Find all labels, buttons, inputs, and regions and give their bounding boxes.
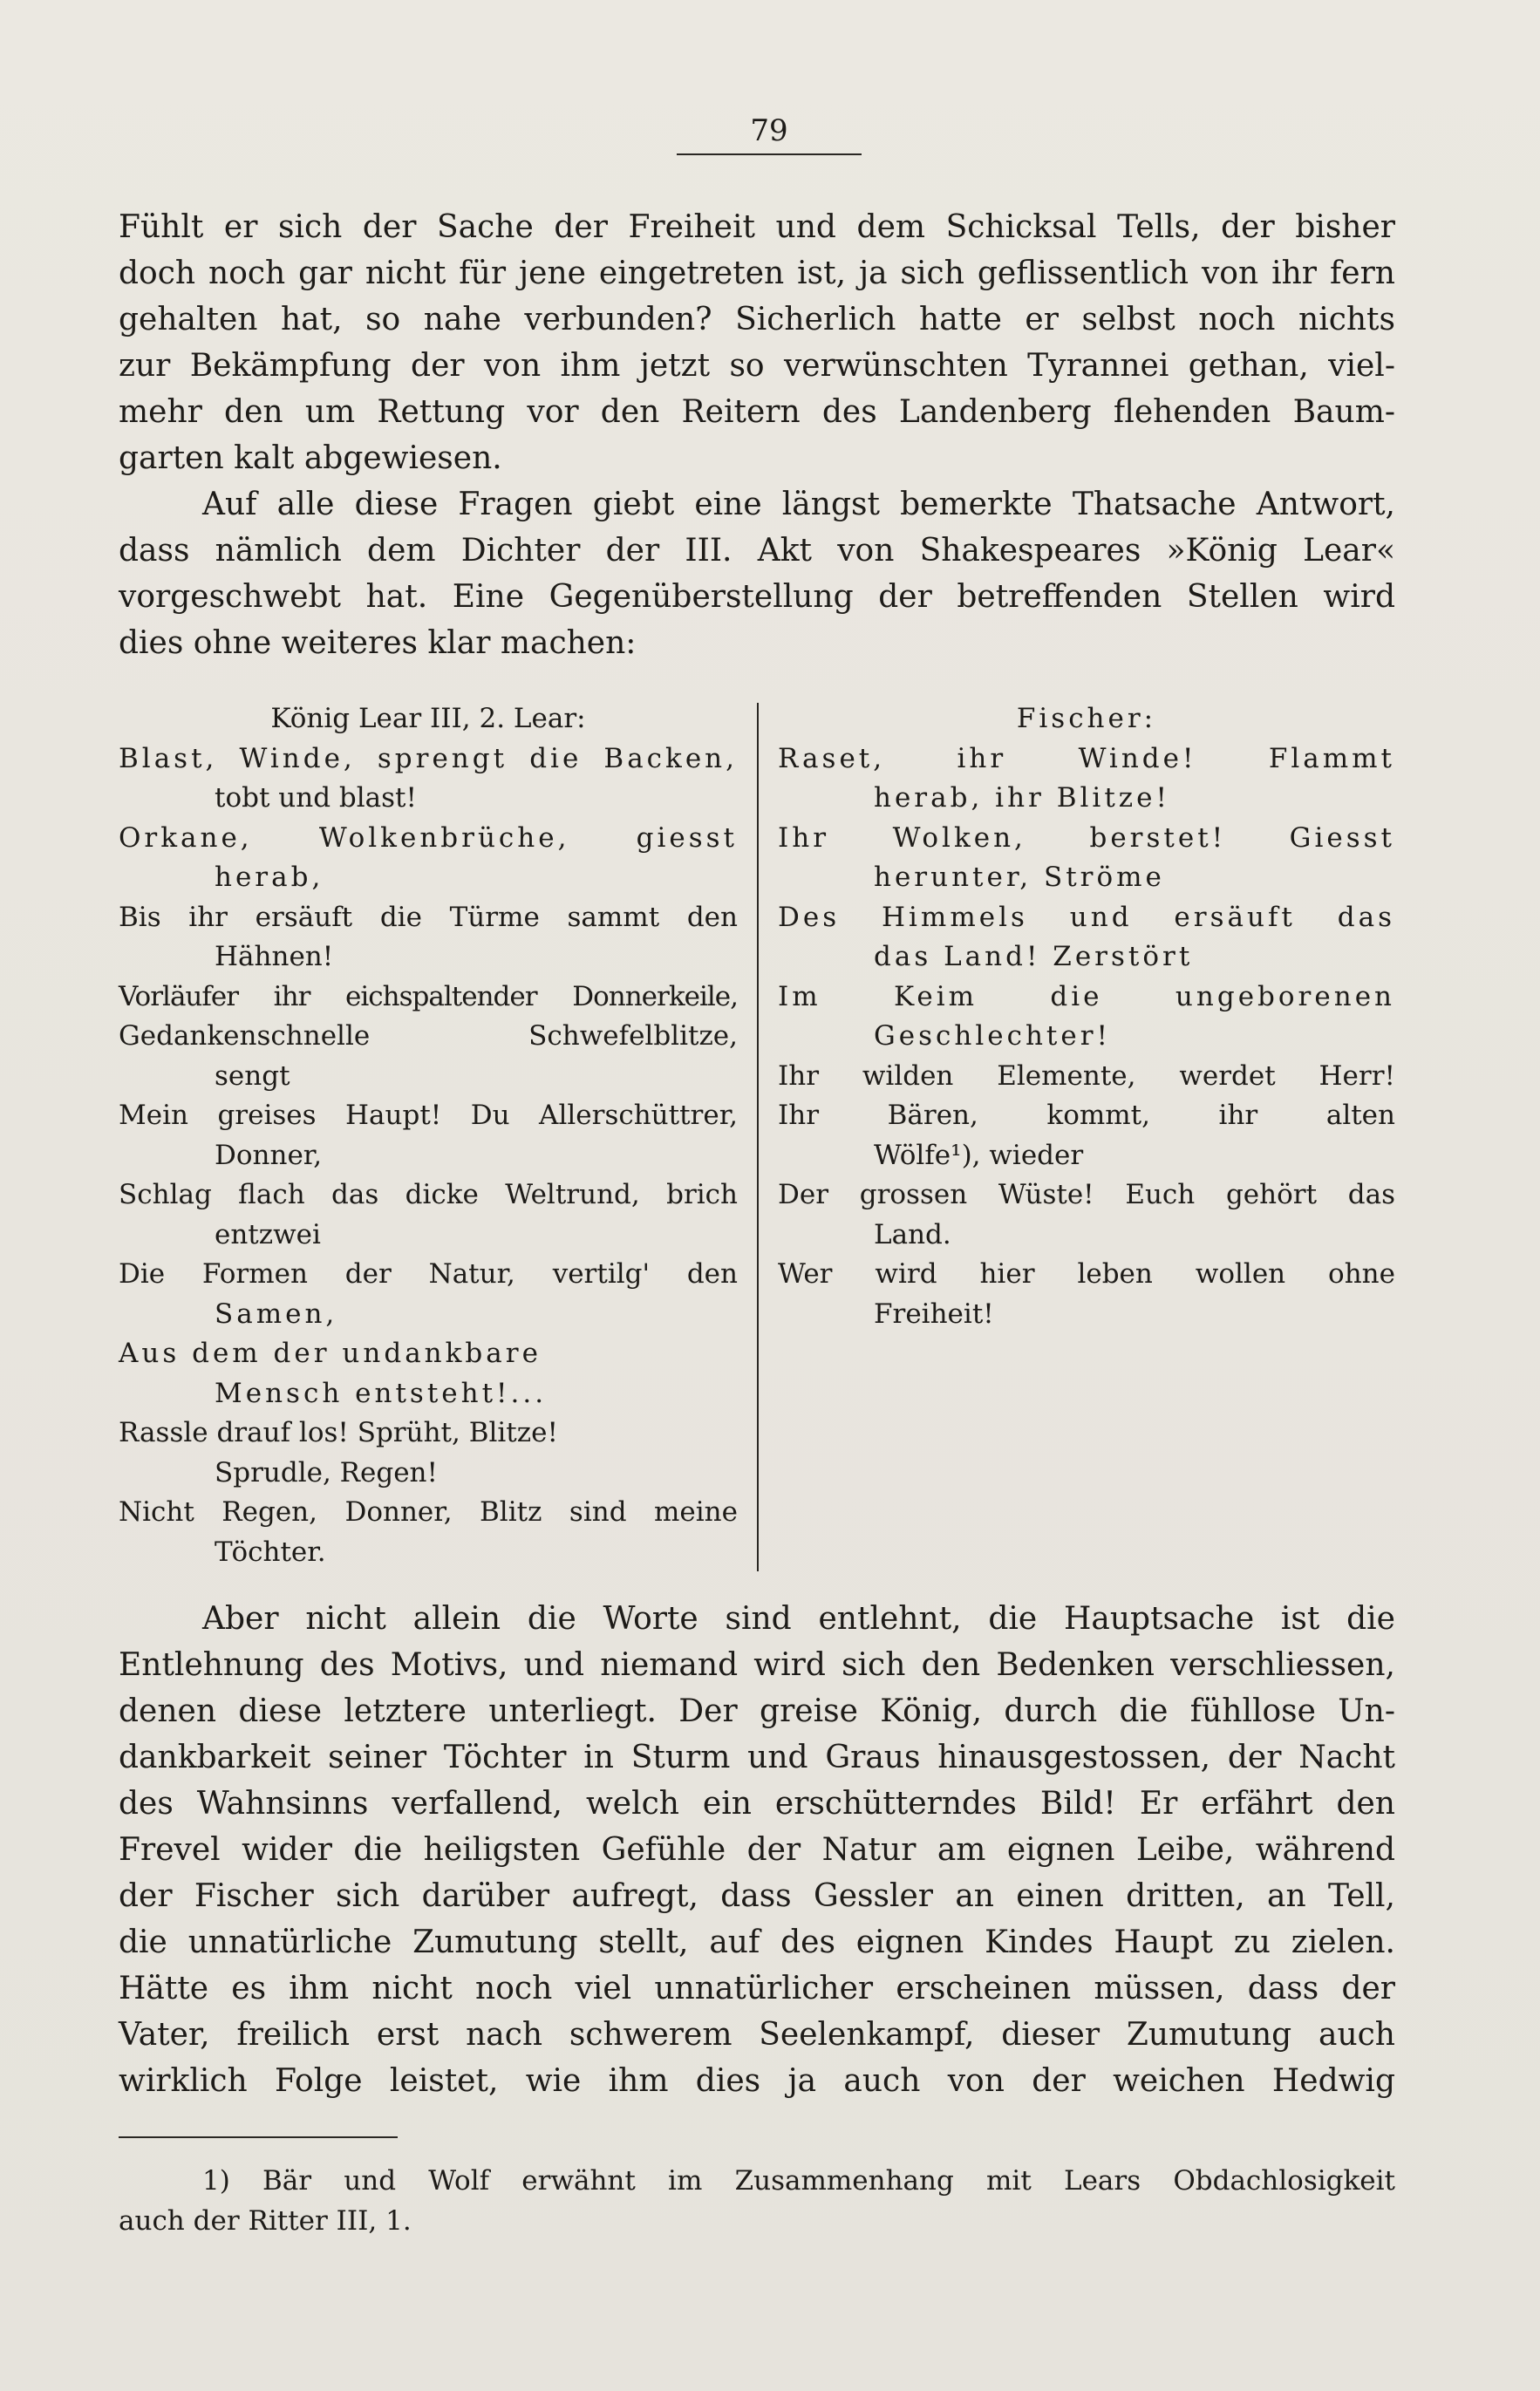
verse-line: Des Himmels und ersäuft das bbox=[778, 901, 1395, 933]
text-line: zur Bekämpfung der von ihm jetzt so verwünschten Tyrannei gethan, viel- bbox=[119, 348, 1395, 384]
text-line: Hätte es ihm nicht noch viel unnatürlicher erscheinen müssen, dass der bbox=[119, 1971, 1395, 2006]
text-line: die unnatürliche Zumutung stellt, auf des eignen Kindes Haupt zu zielen. bbox=[119, 1924, 1395, 1960]
verse-line: Blast, Winde, sprengt die Backen, bbox=[119, 742, 738, 774]
verse-line: Nicht Regen, Donner, Blitz sind meine bbox=[119, 1496, 738, 1528]
fischer-column bbox=[778, 699, 1395, 1334]
verse-line: Ihr Wolken, berstet! Giesst bbox=[778, 821, 1395, 854]
text-line: vorgeschwebt hat. Eine Gegenüberstellung der betreffenden Stellen wird bbox=[119, 579, 1395, 615]
text-line: dies ohne weiteres klar machen: bbox=[119, 625, 637, 661]
text-line: doch noch gar nicht für jene eingetreten ist, ja sich geflissentlich von ihr fern bbox=[119, 255, 1395, 291]
verse-line: Geschlechter! bbox=[874, 1020, 1112, 1052]
text-line: Frevel wider die heiligsten Gefühle der Natur am eignen Leibe, während bbox=[119, 1832, 1395, 1868]
text-line: garten kalt abgewiesen. bbox=[119, 440, 502, 476]
verse-line: Donner, bbox=[215, 1139, 323, 1171]
verse-line: Im Keim die ungeborenen bbox=[778, 980, 1395, 1012]
verse-line: Gedankenschnelle Schwefelblitze, bbox=[119, 1020, 738, 1052]
closing-paragraph bbox=[119, 1596, 1395, 2104]
verse-line: das Land! Zerstört bbox=[874, 941, 1194, 972]
text-line: dankbarkeit seiner Töchter in Sturm und Graus hinausgestossen, der Nacht bbox=[119, 1740, 1395, 1775]
text-line: Fühlt er sich der Sache der Freiheit und dem Schicksal Tells, der bisher bbox=[119, 209, 1395, 245]
footnote bbox=[119, 2161, 1395, 2241]
verse-line: entzwei bbox=[215, 1218, 321, 1250]
lear-heading: König Lear III, 2. Lear: bbox=[270, 703, 586, 734]
verse-line: Aus dem der undankbare bbox=[119, 1338, 542, 1369]
verse-line: Freiheit! bbox=[874, 1298, 994, 1330]
verse-line: Mein greises Haupt! Du Allerschüttrer, bbox=[119, 1100, 738, 1131]
verse-line: Die Formen der Natur, vertilg' den bbox=[119, 1258, 738, 1290]
verse-line: Vorläufer ihr eichspaltender Donnerkeile, bbox=[119, 980, 738, 1012]
verse-line: Hähnen! bbox=[215, 941, 334, 972]
page-number: 79 bbox=[750, 113, 788, 148]
text-line: Vater, freilich erst nach schwerem Seelenkampf, dieser Zumutung auch bbox=[119, 2017, 1395, 2053]
verse-line: Rassle drauf los! Sprüht, Blitze! bbox=[119, 1417, 558, 1448]
footnote-line: 1) Bär und Wolf erwähnt im Zusammenhang mit Lears Obdachlosigkeit bbox=[202, 2165, 1395, 2197]
verse-line: Ihr Bären, kommt, ihr alten bbox=[778, 1100, 1395, 1131]
verse-line: Töchter. bbox=[215, 1536, 326, 1568]
verse-line: Raset, ihr Winde! Flammt bbox=[778, 742, 1395, 774]
column-divider bbox=[757, 703, 759, 1571]
footnote-line: auch der Ritter III, 1. bbox=[119, 2205, 412, 2237]
text-line: mehr den um Rettung vor den Reitern des Landenberg flehenden Baum- bbox=[119, 394, 1395, 430]
verse-line: Land. bbox=[874, 1218, 951, 1250]
verse-line: herab, bbox=[215, 862, 324, 893]
verse-line: herab, ihr Blitze! bbox=[874, 782, 1170, 814]
verse-comparison bbox=[119, 699, 1395, 1580]
fischer-heading: Fischer: bbox=[1016, 703, 1157, 734]
text-line: gehalten hat, so nahe verbunden? Sicherlich hatte er selbst noch nichts bbox=[119, 302, 1395, 337]
verse-line: Sprudle, Regen! bbox=[215, 1456, 438, 1488]
verse-line: tobt und blast! bbox=[215, 782, 417, 814]
verse-line: Ihr wilden Elemente, werdet Herr! bbox=[778, 1059, 1395, 1092]
text-line: Aber nicht allein die Worte sind entlehnt, die Hauptsache ist die bbox=[202, 1601, 1395, 1637]
text-line: Auf alle diese Fragen giebt eine längst bemerkte Thatsache Antwort, bbox=[202, 487, 1395, 522]
text-line: des Wahnsinns verfallend, welch ein erschütterndes Bild! Er erfährt den bbox=[119, 1786, 1395, 1822]
verse-line: Der grossen Wüste! Euch gehört das bbox=[778, 1179, 1395, 1210]
verse-line: Schlag flach das dicke Weltrund, brich bbox=[119, 1179, 738, 1210]
footnote-rule bbox=[119, 2136, 398, 2138]
opening-paragraphs bbox=[119, 204, 1395, 666]
text-line: der Fischer sich darüber aufregt, dass Gessler an einen dritten, an Tell, bbox=[119, 1878, 1395, 1914]
verse-line: Wölfe¹), wieder bbox=[874, 1139, 1084, 1171]
verse-line: Orkane, Wolkenbrüche, giesst bbox=[119, 821, 738, 854]
verse-line: sengt bbox=[215, 1059, 290, 1092]
lear-column bbox=[119, 699, 738, 1572]
text-line: wirklich Folge leistet, wie ihm dies ja auch von der weichen Hedwig bbox=[119, 2063, 1395, 2099]
text-line: dass nämlich dem Dichter der III. Akt von Shakespeares »König Lear« bbox=[119, 533, 1395, 569]
text-line: Entlehnung des Motivs, und niemand wird sich den Bedenken verschliessen, bbox=[119, 1647, 1395, 1683]
verse-line: herunter, Ströme bbox=[874, 862, 1165, 893]
verse-line: Bis ihr ersäuft die Türme sammt den bbox=[119, 901, 738, 933]
verse-line: Wer wird hier leben wollen ohne bbox=[778, 1258, 1395, 1290]
verse-line: Mensch entsteht!... bbox=[215, 1377, 548, 1409]
verse-line: Samen, bbox=[215, 1298, 338, 1330]
page-number-rule bbox=[677, 153, 862, 155]
text-line: denen diese letztere unterliegt. Der greise König, durch die fühllose Un- bbox=[119, 1693, 1395, 1729]
